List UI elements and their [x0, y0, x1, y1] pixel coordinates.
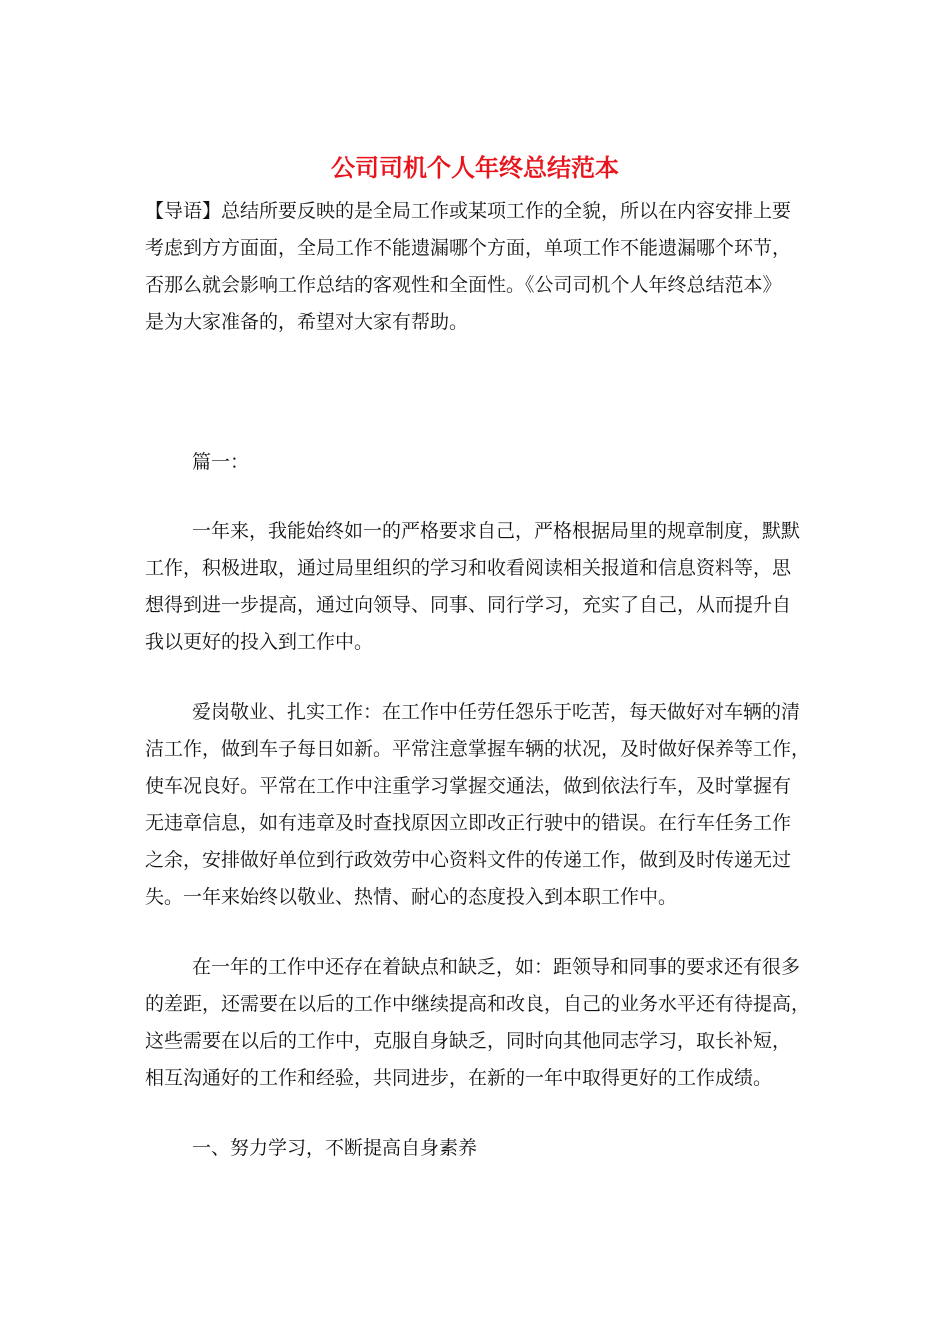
- paragraph1-line-4: 我以更好的投入到工作中。: [145, 631, 374, 653]
- paragraph2-line-5: 之余，安排做好单位到行政效劳中心资料文件的传递工作，做到及时传递无过: [145, 849, 792, 871]
- section-heading: 篇一：: [192, 451, 250, 473]
- paragraph2-line-3: 使车况良好。平常在工作中注重学习掌握交通法，做到依法行车，及时掌握有: [145, 775, 792, 797]
- document-title: 公司司机个人年终总结范本: [331, 153, 619, 182]
- paragraph1-line-2: 工作，积极进取，通过局里组织的学习和收看阅读相关报道和信息资料等，思: [145, 557, 792, 579]
- paragraph3-line-1: 在一年的工作中还存在着缺点和缺乏，如：距领导和同事的要求还有很多: [192, 956, 801, 978]
- paragraph2-line-1: 爱岗敬业、扎实工作：在工作中任劳任怨乐于吃苦，每天做好对车辆的清: [192, 701, 801, 723]
- subheading: 一、努力学习，不断提高自身素养: [192, 1137, 478, 1159]
- paragraph1-line-1: 一年来，我能始终如一的严格要求自己，严格根据局里的规章制度，默默: [192, 520, 801, 542]
- paragraph3-line-2: 的差距，还需要在以后的工作中继续提高和改良，自己的业务水平还有待提高，: [145, 993, 811, 1015]
- paragraph3-line-3: 这些需要在以后的工作中，克服自身缺乏，同时向其他同志学习，取长补短，: [145, 1030, 792, 1052]
- paragraph2-line-6: 失。一年来始终以敬业、热情、耐心的态度投入到本职工作中。: [145, 886, 678, 908]
- paragraph2-line-4: 无违章信息，如有违章及时查找原因立即改正行驶中的错误。在行车任务工作: [145, 812, 792, 834]
- paragraph2-line-2: 洁工作，做到车子每日如新。平常注意掌握车辆的状况，及时做好保养等工作，: [145, 738, 811, 760]
- intro-line-1: 【导语】总结所要反映的是全局工作或某项工作的全貌，所以在内容安排上要: [145, 200, 792, 222]
- intro-line-2: 考虑到方方面面，全局工作不能遗漏哪个方面，单项工作不能遗漏哪个环节，: [145, 237, 792, 259]
- intro-line-3: 否那么就会影响工作总结的客观性和全面性。《公司司机个人年终总结范本》: [145, 274, 782, 296]
- paragraph3-line-4: 相互沟通好的工作和经验，共同进步，在新的一年中取得更好的工作成绩。: [145, 1067, 773, 1089]
- intro-line-4: 是为大家准备的，希望对大家有帮助。: [145, 311, 469, 333]
- paragraph1-line-3: 想得到进一步提高，通过向领导、同事、同行学习，充实了自己，从而提升自: [145, 594, 792, 616]
